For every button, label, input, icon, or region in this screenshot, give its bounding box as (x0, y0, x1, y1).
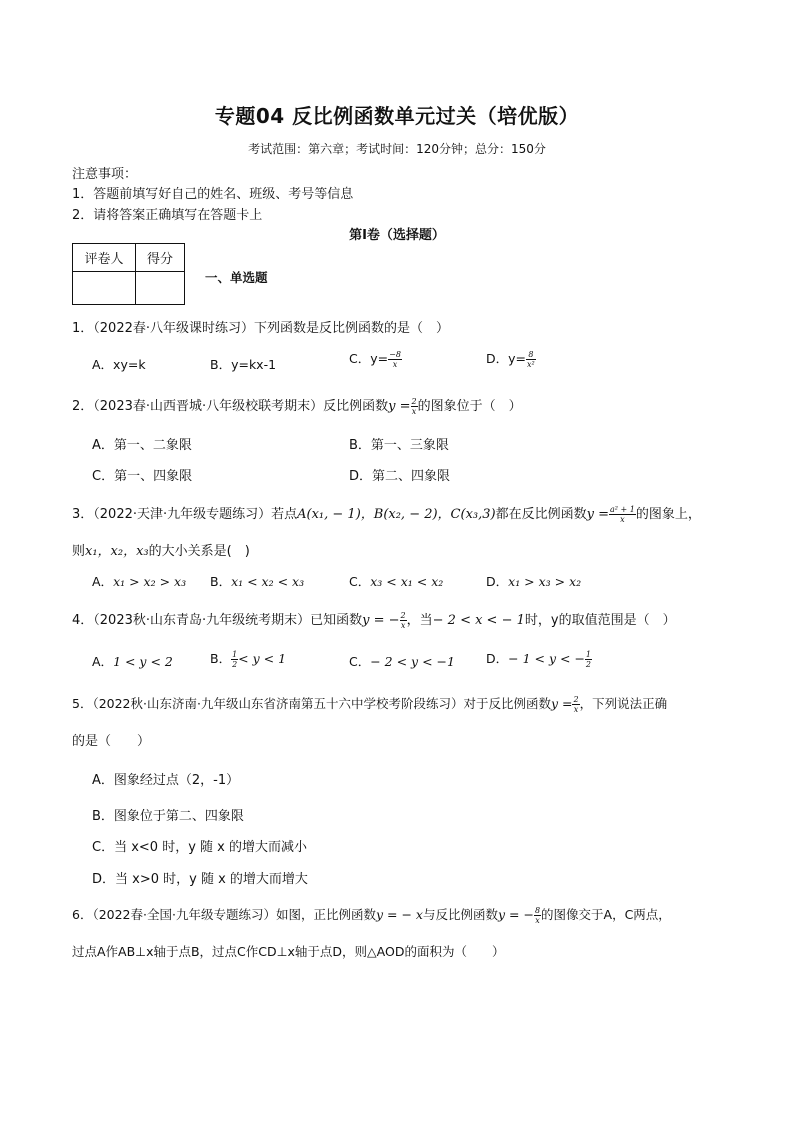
q5-denominator: x (573, 705, 579, 714)
q3-d-math: x₁ > x₃ > x₂ (508, 574, 582, 589)
q4-stem-mid: ，当 (406, 613, 433, 628)
q3-b-label: B． (210, 574, 232, 589)
score-table (72, 243, 185, 305)
question-6-line-2: 过点A作AB⊥x轴于点B，过点C作CD⊥x轴于点D，则△AOD的面积为（ ） (72, 944, 505, 959)
question-2-stem (72, 395, 522, 416)
q1-d-denominator: x² (527, 360, 535, 369)
q3-stem-end: 的图象上， (635, 507, 701, 522)
notice-heading: 注意事项： (72, 167, 138, 182)
q4-d-numerator: 1 (585, 650, 592, 659)
volume-title: 第I卷（选择题） (349, 228, 445, 243)
q4-stem-text: 4．（2023秋·山东青岛·九年级统考期末）已知函数 (72, 613, 363, 628)
q2-option-d[interactable]: D．第二、四象限 (349, 469, 451, 484)
q4-option-b[interactable] (210, 649, 286, 669)
q4-condition: − 2 < x < − 1 (432, 613, 525, 628)
q2-option-b[interactable]: B．第一、三象限 (349, 438, 449, 453)
q1-option-c[interactable] (349, 349, 402, 369)
q1-c-denominator: x (392, 360, 398, 369)
q3-stem-mid: 都在反比例函数 (495, 507, 587, 522)
q1-option-d[interactable] (486, 349, 536, 369)
q1-c-numerator: −8 (389, 350, 401, 359)
q6-denominator: x (535, 916, 540, 925)
q4-b-math: < y < 1 (238, 651, 287, 666)
q4-a-math: 1 < y < 2 (113, 654, 173, 669)
q4-numerator: 2 (400, 611, 406, 620)
q3-stem-text: 3．（2022·天津·九年级专题练习）若点 (72, 507, 298, 522)
score-table-header-score: 得分 (136, 244, 185, 272)
q4-option-d[interactable] (486, 649, 592, 669)
q3-numerator: a² + 1 (610, 505, 635, 514)
question-6-stem (72, 905, 671, 925)
q6-stem-text: 6．（2022春·全国·九年级专题练习）如图，正比例函数 (72, 907, 376, 922)
q4-d-label: D． (486, 651, 509, 666)
q3-b-math: x₁ < x₂ < x₃ (231, 574, 305, 589)
q4-function: y = − (362, 613, 400, 628)
section-title: 一、单选题 (205, 270, 268, 285)
q5-option-c[interactable]: C．当 x<0 时，y 随 x 的增大而减小 (92, 840, 307, 855)
q4-d-denominator: 2 (585, 660, 592, 669)
q4-option-c[interactable] (349, 652, 455, 670)
notice-item-1: 1．答题前填写好自己的姓名、班级、考号等信息 (72, 187, 354, 202)
q2-function: y = (388, 399, 411, 414)
q3-option-c[interactable] (349, 572, 443, 590)
q3-fraction (609, 505, 636, 524)
q3-option-a[interactable] (92, 572, 186, 590)
q2-option-a[interactable]: A．第一、二象限 (92, 438, 192, 453)
q4-d-fraction (585, 650, 592, 669)
q2-numerator: 2 (411, 397, 417, 406)
q4-b-denominator: 2 (232, 660, 238, 669)
q1-option-c-label: C．y= (349, 351, 389, 366)
page-title: 专题04 反比例函数单元过关（培优版） (214, 104, 580, 128)
q1-option-b[interactable]: B．y=kx-1 (210, 357, 277, 372)
q1-option-d-fraction (526, 350, 536, 369)
q6-numerator: 8 (534, 906, 541, 915)
q5-stem-end: ，下列说法正确 (579, 696, 668, 711)
q4-b-numerator: 1 (232, 650, 238, 659)
q1-d-numerator: 8 (526, 350, 536, 360)
q5-option-b[interactable]: B．图象位于第二、四象限 (92, 809, 244, 824)
grader-cell[interactable] (73, 272, 136, 305)
q4-fraction (400, 611, 407, 630)
question-3-stem (72, 503, 701, 524)
q1-option-c-fraction (388, 350, 402, 369)
score-cell[interactable] (136, 272, 185, 305)
q6-stem-mid: 与反比例函数 (422, 907, 498, 922)
q6-direct-function: y = − x (375, 907, 423, 922)
q3-c-label: C． (349, 574, 371, 589)
q4-denominator: x (400, 621, 406, 630)
q6-fraction (534, 906, 541, 925)
q3-option-b[interactable] (210, 572, 304, 590)
exam-info: 考试范围：第六章；考试时间：120分钟；总分：150分 (248, 142, 546, 156)
score-table-header-grader: 评卷人 (73, 244, 136, 272)
question-3-line-2 (72, 540, 250, 559)
q5-numerator: 2 (573, 695, 579, 704)
q5-option-d[interactable]: D．当 x>0 时，y 随 x 的增大而增大 (92, 872, 308, 887)
q1-option-d-label: D．y= (486, 351, 526, 366)
question-5-line-2: 的是（ ） (72, 734, 151, 749)
q3-function: y = (586, 507, 609, 522)
q2-fraction (411, 397, 418, 416)
q5-function: y = (550, 696, 573, 711)
q4-a-label: A． (92, 654, 114, 669)
question-4-stem (72, 609, 676, 630)
q2-option-c[interactable]: C．第一、四象限 (92, 469, 193, 484)
q5-stem-text: 5．（2022秋·山东济南·九年级山东省济南第五十六中学校考阶段练习）对于反比例函数 (72, 696, 551, 711)
q2-stem-text: 2．（2023春·山西晋城·八年级校联考期末）反比例函数 (72, 399, 389, 414)
q4-c-label: C． (349, 654, 371, 669)
q5-option-a[interactable]: A．图象经过点（2，-1） (92, 773, 240, 788)
notice-item-2: 2．请将答案正确填写在答题卡上 (72, 208, 263, 223)
q5-fraction (572, 695, 579, 714)
q4-d-math: − 1 < y < − (508, 651, 585, 666)
q3-option-d[interactable] (486, 572, 581, 590)
q3-a-math: x₁ > x₂ > x₃ (113, 574, 187, 589)
q1-option-a[interactable]: A．xy=k (92, 357, 146, 372)
q2-stem-end: 的图象位于（ ） (417, 399, 522, 414)
q3-line2-start: 则 (72, 544, 86, 559)
q4-stem-end: 时，y的取值范围是（ ） (524, 613, 676, 628)
q3-c-math: x₃ < x₁ < x₂ (370, 574, 444, 589)
q3-points: A(x₁, − 1)，B(x₂, − 2)，C(x₃,3) (297, 507, 496, 522)
q3-a-label: A． (92, 574, 114, 589)
q3-d-label: D． (486, 574, 509, 589)
question-1-stem: 1．（2022春·八年级课时练习）下列函数是反比例函数的是（ ） (72, 321, 449, 336)
q3-denominator: x (620, 515, 625, 524)
question-5-stem (72, 694, 667, 714)
q2-denominator: x (411, 407, 417, 416)
q3-line2-end: 的大小关系是( ) (148, 544, 250, 559)
q3-variables: x₁，x₂，x₃ (85, 544, 149, 559)
q4-b-label: B． (210, 651, 232, 666)
q6-inverse-function: y = − (497, 907, 534, 922)
q4-c-math: − 2 < y < −1 (370, 654, 455, 669)
q6-stem-end: 的图像交于A，C两点， (541, 907, 671, 922)
q4-option-a[interactable] (92, 652, 173, 670)
